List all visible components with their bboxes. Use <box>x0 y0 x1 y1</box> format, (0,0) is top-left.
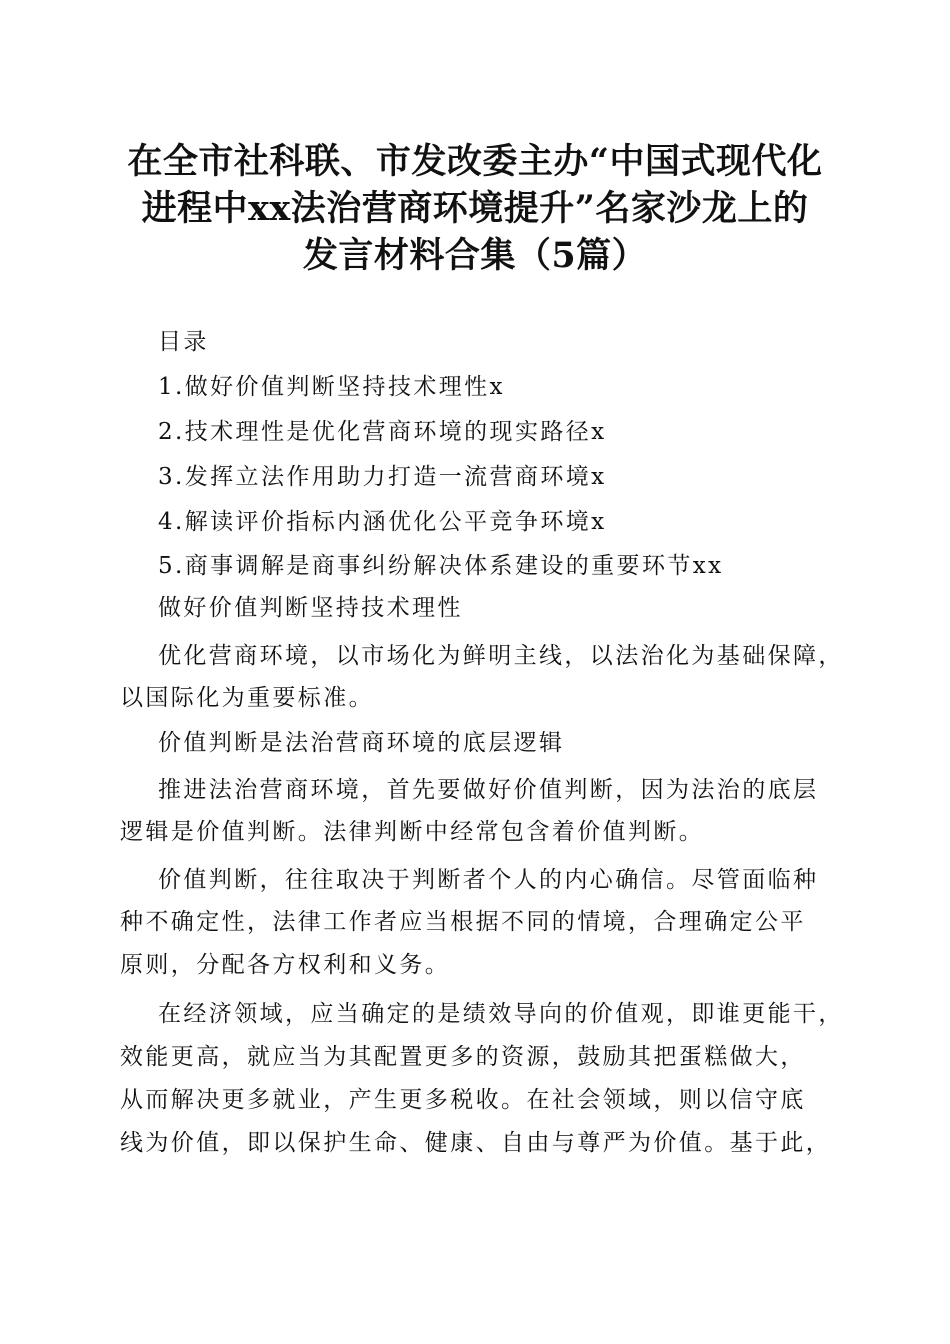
subheading: 价值判断是法治营商环境的底层逻辑 <box>158 730 565 756</box>
paragraph-line: 种不确定性，法律工作者应当根据不同的情境，合理确定公平 <box>120 909 806 935</box>
paragraph-line: 效能更高，就应当为其配置更多的资源，鼓励其把蛋糕做大， <box>120 1044 806 1070</box>
paragraph-line: 原则，分配各方权利和义务。 <box>120 952 451 978</box>
paragraph-line: 线为价值，即以保护生命、健康、自由与尊严为价值。基于此， <box>120 1130 832 1156</box>
toc-item: 2.技术理性是优化营商环境的现实路径x <box>158 419 607 445</box>
paragraph-line: 价值判断，往往取决于判断者个人的内心确信。尽管面临种 <box>158 867 819 893</box>
title-line: 在全市社科联、市发改委主办“中国式现代化 <box>127 141 823 182</box>
toc-item: 1.做好价值判断坚持技术理性x <box>158 374 505 400</box>
toc-item: 5.商事调解是商事纠纷解决体系建设的重要环节xx <box>158 553 724 579</box>
toc-item: 3.发挥立法作用助力打造一流营商环境x <box>158 464 607 490</box>
document-title <box>100 138 850 279</box>
section-title: 做好价值判断坚持技术理性 <box>158 595 463 621</box>
paragraph-line: 优化营商环境，以市场化为鲜明主线，以法治化为基础保障， <box>158 643 844 669</box>
paragraph-line: 在经济领域，应当确定的是绩效导向的价值观，即谁更能干， <box>158 1001 844 1027</box>
paragraph-line: 逻辑是价值判断。法律判断中经常包含着价值判断。 <box>120 819 705 845</box>
title-line: 进程中xx法治营商环境提升”名家沙龙上的 <box>141 188 809 229</box>
toc-heading: 目录 <box>158 329 209 355</box>
title-line: 发言材料合集（5篇） <box>302 235 648 276</box>
paragraph-line: 以国际化为重要标准。 <box>120 685 374 711</box>
toc-item: 4.解读评价指标内涵优化公平竞争环境x <box>158 509 607 535</box>
paragraph-line: 推进法治营商环境，首先要做好价值判断，因为法治的底层 <box>158 777 819 803</box>
paragraph-line: 从而解决更多就业，产生更多税收。在社会领域，则以信守底 <box>120 1087 806 1113</box>
